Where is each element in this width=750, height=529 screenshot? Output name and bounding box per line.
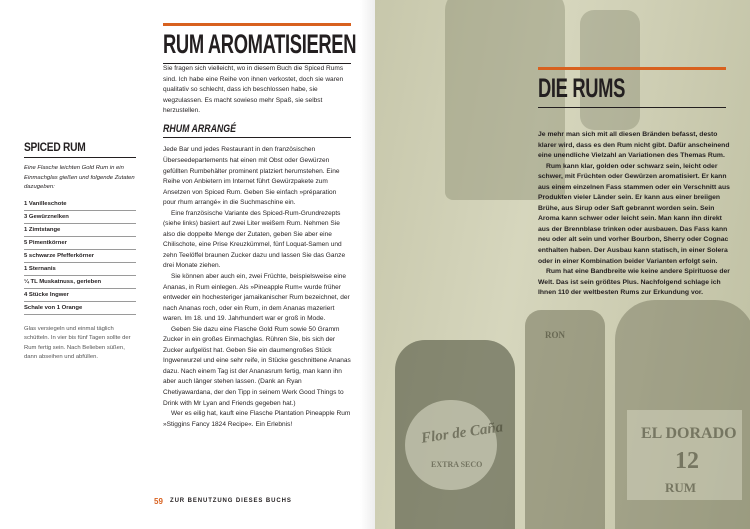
right-paragraph: Je mehr man sich mit all diesen Bränden befasst, desto klarer wird, dass es den Rum nicht gibt. Dafür anscheinend eine unendliche Vielzahl an Variationen des Themas Rum. (538, 131, 730, 160)
ingredient-item: 3 Gewürznelken (24, 211, 136, 224)
body-paragraph: Sie können aber auch ein, zwei Früchte, beispielsweise eine Ananas, in Rum einlegen. Als »Pineapple Rum« wurde früher entweder ein hochesteriger jamaikanischer Rum bezeichnet, der nach Ananas roch, oder ein Rum, in dem Ananas mazeriert waren. Im 18. und 19. Jahrhundert war er groß in Mode. (163, 272, 350, 323)
ingredient-item: Schale von 1 Orange (24, 302, 136, 315)
right-page-title: DIE RUMS (538, 73, 626, 103)
bottle-label-text: EL DORADO (641, 425, 737, 442)
main-column (163, 23, 357, 430)
ingredient-item: ¼ TL Muskatnuss, gerieben (24, 276, 136, 289)
ingredient-item: 5 Pimentkörner (24, 237, 136, 250)
page-number: 59 (154, 497, 163, 506)
body-paragraph: Wer es eilig hat, kauft eine Flasche Plantation Pineapple Rum »Stiggins Fancy 1824 Recipe«. Ein Erlebnis! (163, 410, 351, 428)
bottle-label-text: RON (545, 330, 565, 340)
right-paragraph: Rum kann klar, golden oder schwarz sein, leicht oder schwer, mit Früchten oder Gewürzen aromatisiert. Er kann aus einem einzelnen Fass stammen oder ein Verschnitt aus Produkten vieler Länder sein. Er kann aus einer breiigen Brühe, aus Sirup oder Saft gebrannt worden sein. Sein Aroma kann schwer oder leicht sein. Man kann ihn direkt aus der Brennblase trinken oder ausbauen. Das Fass kann neu oder alt sein und vorher Bourbon, Sherry oder Cognac enthalten haben. Der Ausbau kann statisch, in einer Solera oder in einer Kombination beider Varianten erfolgt sein. (538, 162, 730, 265)
body-paragraph: Eine französische Variante des Spiced-Rum-Grundrezepts (siehe links) basiert auf zwei Liter weißem Rum. Nehmen Sie also die doppelte Menge der Zutaten, geben Sie aber eine Chilischote, eine Prise Kreuzkümmel, fünf Loquat-Samen und zehn Teelöffel braunen Zucker dazu und lassen Sie das Ganze drei Monate ziehen. (163, 209, 346, 270)
right-paragraph: Rum hat eine Bandbreite wie keine andere Spirituose der Welt. Das ist sein größtes Plus. Nachfolgend schlage ich Ihnen 110 der weltbesten Rums zur Erkundung vor. (538, 268, 730, 297)
gutter-shadow (360, 0, 375, 529)
subheading-rule (163, 137, 351, 138)
intro-paragraph: Sie fragen sich vielleicht, wo in diesem Buch die Spiced Rums sind. Ich habe eine Reihe von ihnen verkostet, doch sie waren qualitativ so schlecht, dass ich beschlossen habe, sie wegzulassen. Es macht sowieso mehr Spaß, sie selbst herzustellen. (163, 65, 344, 115)
ingredient-item: 1 Zimtstange (24, 224, 136, 237)
subheading: RHUM ARRANGÉ (163, 122, 237, 135)
ingredient-item: 1 Sternanis (24, 263, 136, 276)
bottle-label-text: RUM (665, 480, 697, 495)
ingredient-item: 5 schwarze Pfefferkörner (24, 250, 136, 263)
page-title: RUM AROMATISIEREN (163, 29, 357, 59)
ingredient-item: 1 Vanilleschote (24, 198, 136, 211)
title-accent-bar (163, 23, 351, 26)
title-rule (538, 107, 726, 108)
body-paragraph: Geben Sie dazu eine Flasche Gold Rum sowie 50 Gramm Zucker in ein großes Einmachglas. Rühren Sie, bis sich der Zucker aufgelöst hat. Geben Sie ein daumengroßes Stück Ingwerwurzel und eine sehr reife, in Stücke geschnittene Ananas dazu. Nach einem Tag ist der Ananasrum fertig, man kann ihn aber auch länger stehen lassen. (Dank an Ryan Chetiyawardana, der den Tipp in seinem Werk Good Things to Drink with Mr Lyan and Friends gegeben hat.) (163, 325, 351, 407)
sidebar-intro: Eine Flasche leichten Gold Rum in ein Einmachglas gießen und folgende Zutaten dazugeben: (24, 165, 135, 190)
sidebar-rule (24, 157, 136, 158)
sidebar-footer: Glas versiegeln und einmal täglich schütteln. In vier bis fünf Tagen sollte der Rum fertig sein. Nach Belieben süßen, dann abseihen und abfüllen. (24, 325, 131, 360)
bottle-shape (525, 310, 605, 529)
running-footer: ZUR BENUTZUNG DIESES BUCHS (170, 498, 292, 504)
bottle-label-text: Flor de Caña (420, 419, 505, 447)
bottle-label-text: 12 (675, 448, 699, 474)
title-accent-bar (538, 67, 726, 70)
ingredient-list (24, 198, 136, 315)
sidebar-recipe (24, 140, 136, 363)
right-column (538, 67, 730, 299)
sidebar-title: SPICED RUM (24, 140, 86, 154)
bottle-label-text: EXTRA SECO (431, 460, 483, 469)
body-paragraph: Jede Bar und jedes Restaurant in den französischen Überseedepartements hat einen mit Obst oder Gewürzen gefüllten Rumbehälter prominent platziert herumstehen. Eine Reihe von Anbietern im Internet führt Gewürzpakete zum Ansetzen von Spiced Rum. Geben Sie einfach »préparation pour rhum arrangé« in die Suchmaschine ein. (163, 146, 340, 207)
right-page (375, 0, 750, 529)
bottle-label (405, 400, 497, 490)
ingredient-item: 4 Stücke Ingwer (24, 289, 136, 302)
